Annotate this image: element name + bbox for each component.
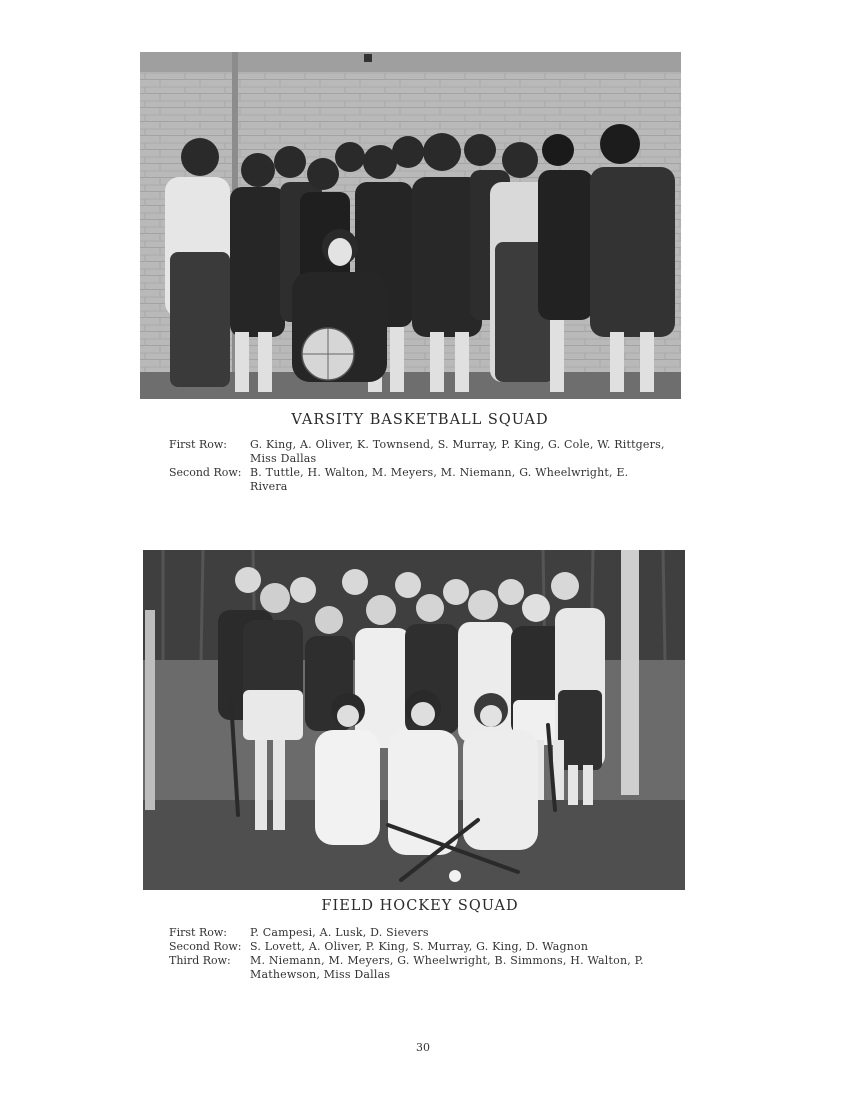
row-names: G. King, A. Oliver, K. Townsend, S. Murray, P. King, G. Cole, W. Rittgers, Miss Dallas [250,438,665,465]
field-hockey-squad-title: FIELD HOCKEY SQUAD [321,898,519,914]
row-names: P. Campesi, A. Lusk, D. Sievers [250,926,429,939]
row-label: First Row: [169,438,227,451]
roster-row [169,438,669,466]
roster-row [169,940,669,954]
row-label: First Row: [169,926,227,939]
field-hockey-team-photo [143,550,685,890]
row-label: Second Row: [169,466,242,479]
row-names: S. Lovett, A. Oliver, P. King, S. Murray, G. King, D. Wagnon [250,940,589,953]
basketball-team-photo [140,52,681,399]
roster-row [169,466,669,494]
basketball-squad-title: VARSITY BASKETBALL SQUAD [291,412,549,428]
row-names: M. Niemann, M. Meyers, G. Wheelwright, B. Simmons, H. Walton, P. Mathewson, Miss Dallas [250,954,644,981]
roster-row [169,926,669,940]
roster-row [169,954,669,982]
basketball-roster [169,438,669,494]
row-label: Second Row: [169,940,242,953]
row-names: B. Tuttle, H. Walton, M. Meyers, M. Niemann, G. Wheelwright, E. Rivera [250,466,629,493]
field-hockey-roster [169,926,669,982]
page-number: 30 [416,1041,430,1054]
row-label: Third Row: [169,954,231,967]
